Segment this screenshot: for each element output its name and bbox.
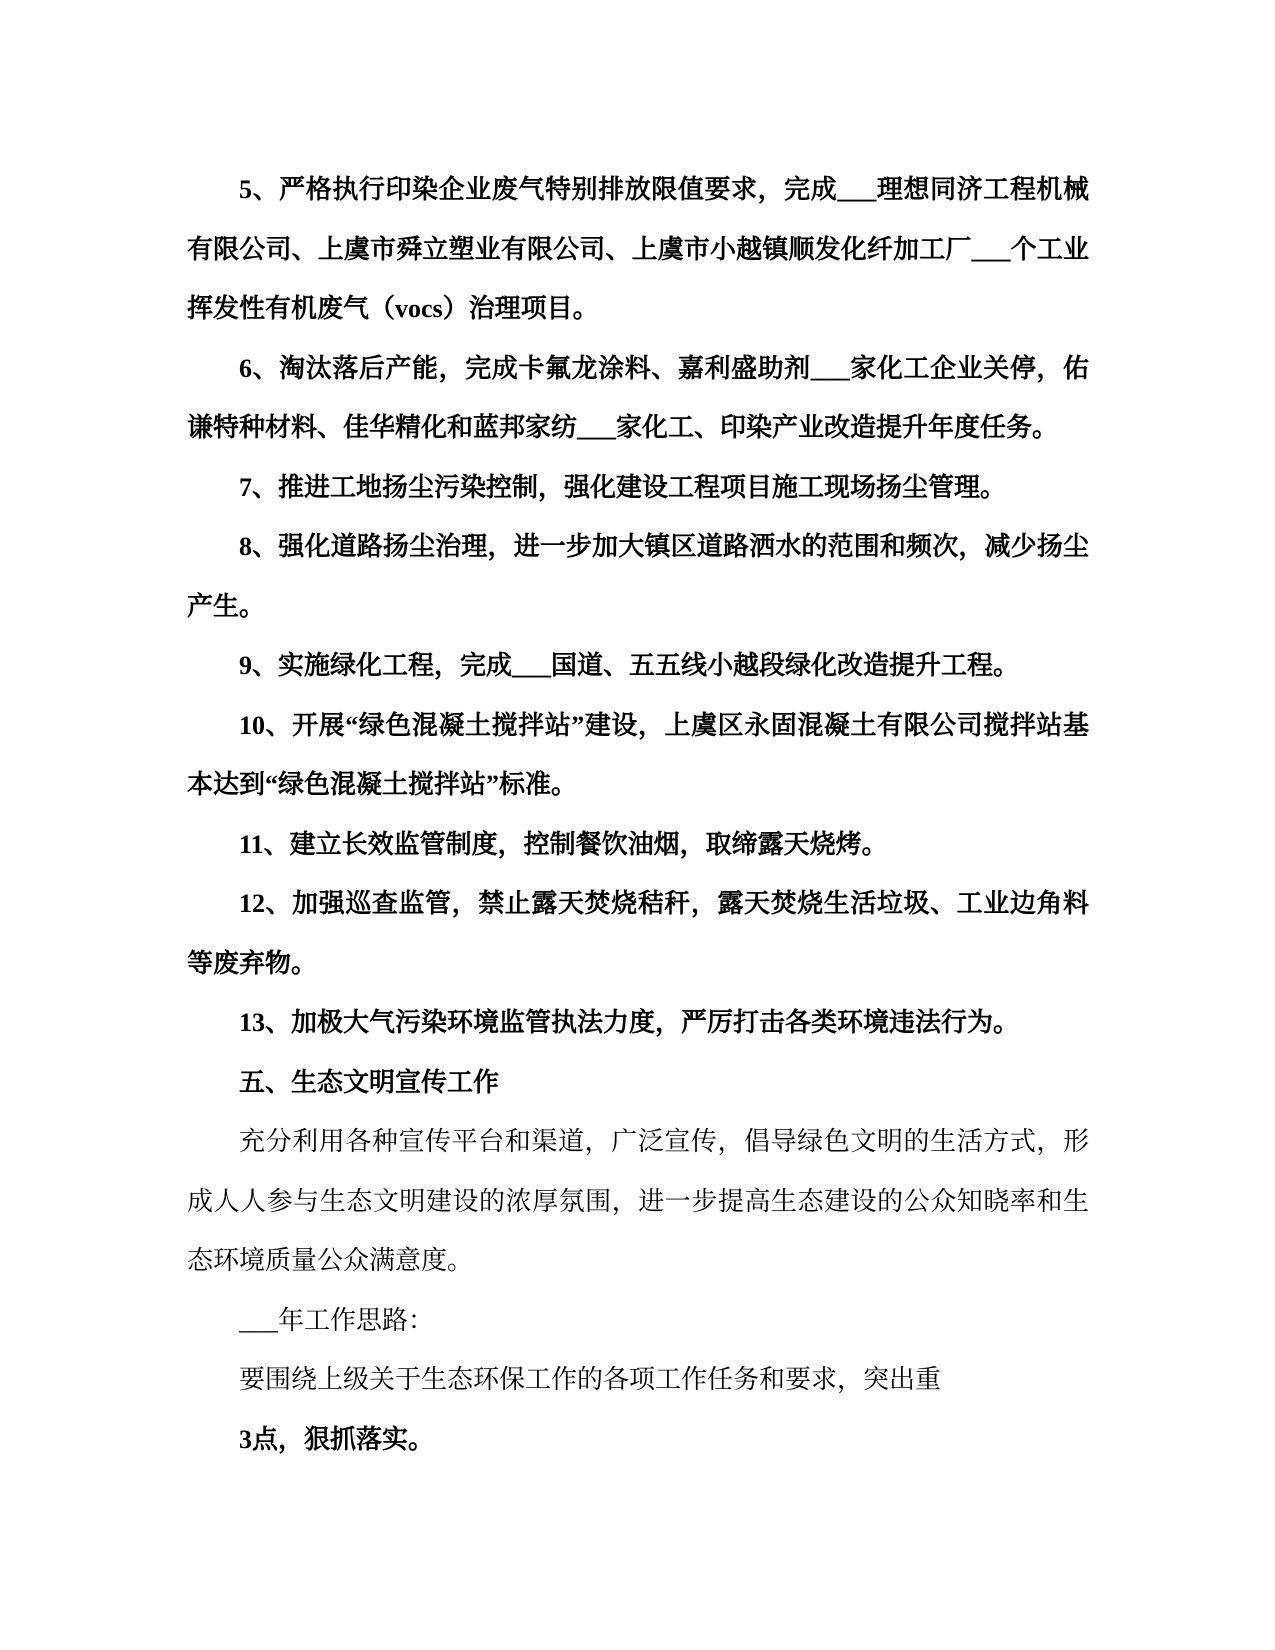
section-heading: 五、生态文明宣传工作 bbox=[239, 1067, 500, 1097]
list-item-9: 9、实施绿化工程，完成___国道、五五线小越段绿化改造提升工程。 bbox=[239, 651, 1020, 680]
list-item-5: 5、严格执行印染企业废气特别排放限值要求，完成___理想同济工程机械有限公司、上虞市舜立塑业有限公司、上虞市小越镇顺发化纤加工厂___个工业挥发性有机废气（vocs）治理项目。 bbox=[187, 175, 1089, 323]
list-item-10: 10、开展“绿色混凝土搅拌站”建设，上虞区永固混凝土有限公司搅拌站基本达到“绿色混凝土搅拌站”标准。 bbox=[187, 710, 1089, 799]
list-item-8: 8、强化道路扬尘治理，进一步加大镇区道路洒水的范围和频次，减少扬尘产生。 bbox=[187, 532, 1089, 621]
list-item-11: 11、建立长效监管制度，控制餐饮油烟，取缔露天烧烤。 bbox=[239, 829, 888, 859]
paragraph-publicity: 充分利用各种宣传平台和渠道，广泛宣传，倡导绿色文明的生活方式，形成人人参与生态文明建设的浓厚氛围，进一步提高生态建设的公众知晓率和生态环境质量公众满意度。 bbox=[187, 1127, 1089, 1275]
paragraph-implement: 3点，狠抓落实。 bbox=[239, 1424, 435, 1454]
list-item-6: 6、淘汰落后产能，完成卡氟龙涂料、嘉利盛助剂___家化工企业关停，佑谦特种材料、佳华精化和蓝邦家纺___家化工、印染产业改造提升年度任务。 bbox=[187, 353, 1089, 442]
list-item-12: 12、加强巡查监管，禁止露天焚烧秸秆，露天焚烧生活垃圾、工业边角料等废弃物。 bbox=[187, 889, 1089, 978]
paragraph-requirements: 要围绕上级关于生态环保工作的各项工作任务和要求，突出重 bbox=[239, 1365, 942, 1394]
paragraph-year-plan: ___年工作思路： bbox=[239, 1305, 435, 1335]
list-item-13: 13、加极大气污染环境监管执法力度，严厉打击各类环境违法行为。 bbox=[239, 1008, 1020, 1037]
document-body bbox=[187, 160, 1089, 1469]
list-item-7: 7、推进工地扬尘污染控制，强化建设工程项目施工现场扬尘管理。 bbox=[239, 472, 1007, 502]
